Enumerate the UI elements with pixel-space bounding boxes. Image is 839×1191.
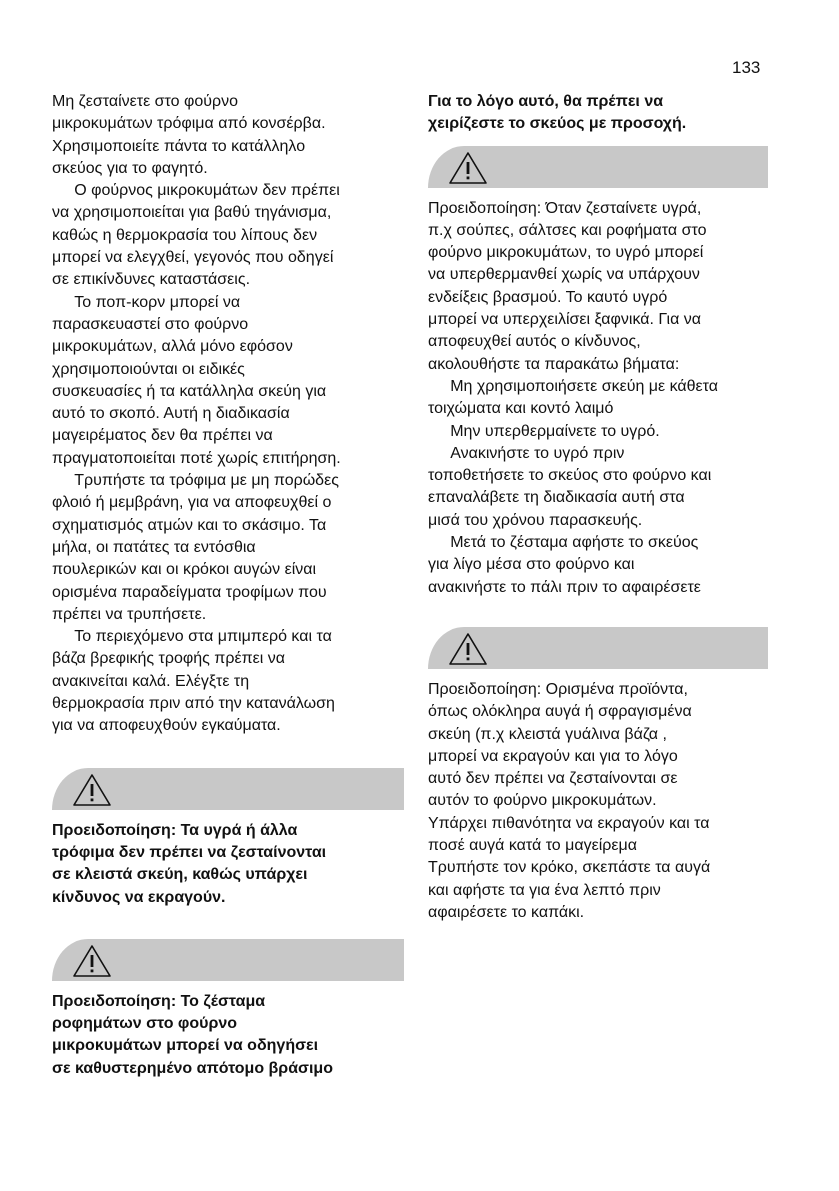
text-line: αυτόν το φούρνο μικροκυμάτων. bbox=[428, 792, 657, 810]
text-line: ορισμένα παραδείγματα τροφίμων που bbox=[52, 583, 327, 601]
text-line: Ο φούρνος μικροκυμάτων δεν πρέπει bbox=[52, 182, 340, 200]
text-line: μαγειρέματος δεν θα πρέπει να bbox=[52, 427, 273, 445]
paragraph-handle-with-care bbox=[428, 91, 773, 136]
text-line: τρόφιμα δεν πρέπει να ζεσταίνονται bbox=[52, 843, 327, 861]
paragraph-deep-frying bbox=[52, 180, 397, 291]
text-line: ακολουθήστε τα παρακάτω βήματα: bbox=[428, 355, 680, 373]
text-line: μικροκυμάτων, αλλά μόνο εφόσον bbox=[52, 338, 293, 356]
warning-superheated-liquids bbox=[428, 198, 773, 599]
text-line: πραγματοποιείται ποτέ χωρίς επιτήρηση. bbox=[52, 449, 341, 467]
paragraph-canned-food bbox=[52, 91, 397, 180]
text-line: Προειδοποίηση: Τα υγρά ή άλλα bbox=[52, 821, 298, 839]
text-line: θερμοκρασία πριν από την κατανάλωση bbox=[52, 695, 335, 713]
text-line: αυτό το σκοπό. Αυτή η διαδικασία bbox=[52, 405, 290, 423]
text-line: κίνδυνος να εκραγούν. bbox=[52, 888, 226, 906]
text-line: για λίγο μέσα στο φούρνο και bbox=[428, 556, 635, 574]
text-line: Μη χρησιμοποιήσετε σκεύη με κάθετα bbox=[428, 377, 719, 395]
text-line: Για το λόγο αυτό, θα πρέπει να bbox=[428, 93, 664, 110]
text-line: ανακινείται καλά. Ελέγξτε τη bbox=[52, 672, 250, 690]
warning-bar bbox=[428, 627, 768, 669]
text-line: μικροκυμάτων μπορεί να οδηγήσει bbox=[52, 1037, 319, 1055]
text-line: πρέπει να τρυπήσετε. bbox=[52, 605, 207, 623]
text-line: ενδείξεις βρασμού. Το καυτό υγρό bbox=[428, 288, 668, 306]
text-line: όπως ολόκληρα αυγά ή σφραγισμένα bbox=[428, 703, 692, 721]
text-line: Χρησιμοποιείτε πάντα το κατάλληλο bbox=[52, 137, 306, 155]
text-line: Μη ζεσταίνετε στο φούρνο bbox=[52, 93, 238, 110]
text-line: π.χ σούπες, σάλτσες και ροφήματα στο bbox=[428, 221, 707, 239]
text-line: Μετά το ζέσταμα αφήστε το σκεύος bbox=[428, 534, 699, 552]
warning-triangle-icon bbox=[72, 944, 112, 978]
text-line: και αφήστε τα για ένα λεπτό πριν bbox=[428, 881, 661, 899]
text-line: Μην υπερθερμαίνετε το υγρό. bbox=[428, 422, 660, 440]
text-line: ροφημάτων στο φούρνο bbox=[52, 1015, 238, 1033]
page-number: 133 bbox=[732, 58, 761, 77]
paragraph-baby-bottles bbox=[52, 626, 397, 737]
text-line: σκεύος για το φαγητό. bbox=[52, 159, 208, 177]
text-line: συσκευασίες ή τα κατάλληλα σκεύη για bbox=[52, 382, 327, 400]
paragraph-popcorn bbox=[52, 292, 397, 470]
text-line: καθώς η θερμοκρασία του λίπους δεν bbox=[52, 226, 318, 244]
text-line: επαναλάβετε τη διαδικασία αυτή στα bbox=[428, 489, 685, 507]
text-line: Το περιεχόμενο στα μπιμπερό και τα bbox=[52, 628, 332, 646]
text-line: βάζα βρεφικής τροφής πρέπει να bbox=[52, 650, 285, 668]
warning-eggs-sealed-containers bbox=[428, 679, 773, 924]
text-line: φούρνο μικροκυμάτων, το υγρό μπορεί bbox=[428, 244, 704, 262]
text-line: σκεύη (π.χ κλειστά γυάλινα βάζα , bbox=[428, 725, 667, 743]
text-line: χειρίζεστε το σκεύος με προσοχή. bbox=[428, 115, 687, 133]
text-line: να υπερθερμανθεί χωρίς να υπάρχουν bbox=[428, 266, 700, 284]
text-line: σε κλειστά σκεύη, καθώς υπάρχει bbox=[52, 866, 308, 884]
text-line: Προειδοποίηση: Όταν ζεσταίνετε υγρά, bbox=[428, 199, 702, 217]
text-line: για να αποφευχθούν εγκαύματα. bbox=[52, 717, 281, 735]
text-line: ποσέ αυγά κατά το μαγείρεμα bbox=[428, 837, 637, 855]
text-line: σχηματισμός ατμών και το σκάσιμο. Τα bbox=[52, 516, 327, 534]
text-line: τοιχώματα και κοντό λαιμό bbox=[428, 400, 614, 418]
text-line: χρησιμοποιούνται οι ειδικές bbox=[52, 360, 245, 378]
text-line: Τρυπήστε τον κρόκο, σκεπάστε τα αυγά bbox=[428, 859, 711, 877]
warning-bar bbox=[52, 939, 404, 981]
warning-triangle-icon bbox=[448, 151, 488, 185]
text-line: τοποθετήσετε το σκεύος στο φούρνο και bbox=[428, 467, 712, 485]
text-line: αφαιρέσετε το καπάκι. bbox=[428, 903, 585, 921]
text-line: ανακινήστε το πάλι πριν το αφαιρέσετε bbox=[428, 578, 701, 596]
text-line: σε επικίνδυνες καταστάσεις. bbox=[52, 271, 251, 289]
text-line: Προειδοποίηση: Ορισμένα προϊόντα, bbox=[428, 680, 688, 698]
text-line: Υπάρχει πιθανότητα να εκραγούν και τα bbox=[428, 814, 710, 832]
text-line: σε καθυστερημένο απότομο βράσιμο bbox=[52, 1059, 333, 1077]
warning-delayed-boiling bbox=[52, 991, 397, 1080]
text-line: Ανακινήστε το υγρό πριν bbox=[428, 444, 625, 462]
warning-bar bbox=[52, 768, 404, 810]
warning-closed-containers bbox=[52, 820, 397, 909]
right-column bbox=[428, 91, 773, 924]
text-line: Προειδοποίηση: Το ζέσταμα bbox=[52, 992, 266, 1010]
text-line: Τρυπήστε τα τρόφιμα με μη πορώδες bbox=[52, 472, 339, 490]
text-line: μισά του χρόνου παρασκευής. bbox=[428, 511, 643, 529]
text-line: φλοιό ή μεμβράνη, για να αποφευχθεί ο bbox=[52, 494, 332, 512]
text-line: μικροκυμάτων τρόφιμα από κονσέρβα. bbox=[52, 115, 326, 133]
text-line: μήλα, οι πατάτες τα εντόσθια bbox=[52, 538, 256, 556]
text-line: Το ποπ-κορν μπορεί να bbox=[52, 293, 241, 311]
left-column bbox=[52, 91, 397, 1080]
text-line: μπορεί να υπερχειλίσει ξαφνικά. Για να bbox=[428, 311, 702, 329]
text-line: αποφευχθεί αυτός ο κίνδυνος, bbox=[428, 333, 641, 351]
warning-triangle-icon bbox=[72, 773, 112, 807]
text-line: πουλερικών και οι κρόκοι αυγών είναι bbox=[52, 561, 317, 579]
text-line: μπορεί να ελεγχθεί, γεγονός που οδηγεί bbox=[52, 249, 334, 267]
text-line: παρασκευαστεί στο φούρνο bbox=[52, 315, 249, 333]
warning-bar bbox=[428, 146, 768, 188]
paragraph-pierce-food bbox=[52, 470, 397, 626]
warning-triangle-icon bbox=[448, 632, 488, 666]
text-line: αυτό δεν πρέπει να ζεσταίνονται σε bbox=[428, 770, 678, 788]
text-line: μπορεί να εκραγούν και για το λόγο bbox=[428, 747, 678, 765]
text-line: να χρησιμοποιείται για βαθύ τηγάνισμα, bbox=[52, 204, 332, 222]
